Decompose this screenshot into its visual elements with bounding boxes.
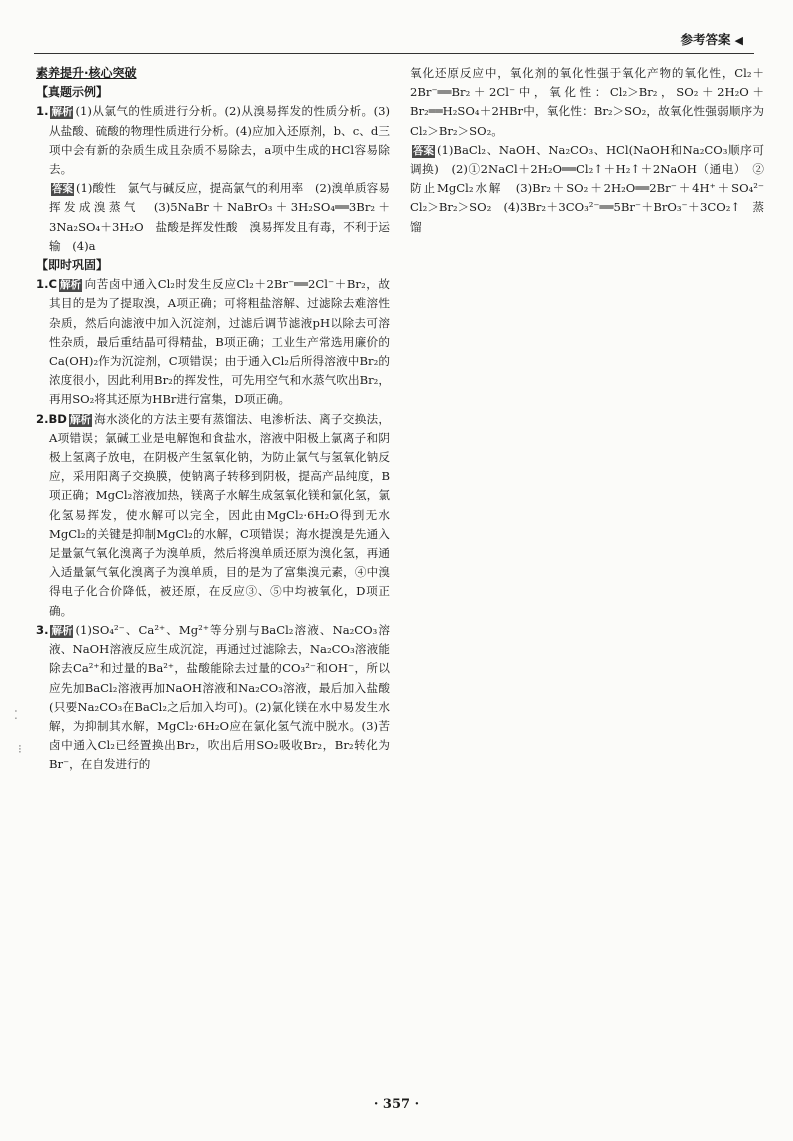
c1-explanation [36,275,390,409]
q1-number: 1. [36,104,49,119]
c3-answer-text: (1)BaCl₂、NaOH、Na₂CO₃、HCl(NaOH和Na₂CO₃顺序可调换) (2)①2NaCl＋2H₂O══Cl₂↑＋H₂↑＋2NaOH（通电） ②防止MgCl₂水解 (3)Br₂＋SO₂＋2H₂O══2Br⁻＋4H⁺＋SO₄²⁻ Cl₂＞Br₂＞SO₂ (4)3Br₂＋3CO₃²⁻══5Br⁻＋BrO₃⁻＋3CO₂↑ 蒸馏 [410,142,776,234]
analysis-tag: 解析 [59,279,81,292]
jishi-heading: 【即时巩固】 [36,258,109,273]
c3-answer [410,141,776,237]
c1-text: 向苦卤中通入Cl₂时发生反应Cl₂＋2Br⁻══2Cl⁻＋Br₂，故其目的是为了提取溴，A项正确；可将粗盐溶解、过滤除去难溶性杂质，然后向滤液中加入沉淀剂，过滤后调节滤液pH以除去可溶性杂质，最后重结晶可得精盐，B项正确；工业生产常选用廉价的Ca(OH)₂作为沉淀剂，C项错误；由于通入Cl₂后所得溶液中Br₂的浓度很小，因此利用Br₂的挥发性，可先用空气和水蒸气吹出Br₂，再用SO₂将其还原为HBr进行富集，D项正确。 [49,277,390,407]
q1-explanation [36,102,390,179]
page-header [681,30,743,50]
page-number: · 357 · [373,1097,420,1112]
answer-tag: 答案 [413,144,434,157]
q1-answer-text: (1)酸性 氯气与碱反应，提高氯气的利用率 (2)溴单质容易挥发成溴蒸气 (3)5NaBr＋NaBrO₃＋3H₂SO₄══3Br₂＋3Na₂SO₄＋3H₂O 盐酸是挥发性酸 溴易挥发且有毒，不利于运输 (4)a [49,181,390,253]
c3-number: 3. [36,622,49,637]
header-title: 参考答案 [680,32,731,47]
analysis-tag: 解析 [69,413,91,426]
q1-text: (1)从氯气的性质进行分析。(2)从溴易挥发的性质分析。(3)从盐酸、硫酸的物理性质进行分析。(4)应加入还原剂，b、c、d三项中会有新的杂质生成且杂质不易除去，a项中生成的HCl容易除去。 [49,104,390,177]
c3-continued-text: 氧化还原反应中，氧化剂的氧化性强于氧化产物的氧化性，Cl₂＋2Br⁻══Br₂＋2Cl⁻中，氧化性：Cl₂＞Br₂，SO₂＋2H₂O＋Br₂══H₂SO₄＋2HBr中，氧化性：Br₂＞SO₂，故氧化性强弱顺序为Cl₂＞Br₂＞SO₂。 [410,66,764,138]
c3-explanation [36,621,390,775]
c2-number: 2.BD [36,411,67,426]
left-column [36,64,390,775]
right-column [410,64,776,237]
analysis-tag: 解析 [51,106,73,119]
c1-number: 1.C [36,277,57,292]
section-title: 素养提升·核心突破 [36,66,137,80]
margin-mark: ⁚ [14,708,18,722]
c3-text: (1)SO₄²⁻、Ca²⁺、Mg²⁺等分别与BaCl₂溶液、Na₂CO₃溶液、NaOH溶液反应生成沉淀，再通过过滤除去，Na₂CO₃溶液能除去Ca²⁺和过量的Ba²⁺，盐酸能除去过量的CO₃²⁻和OH⁻，所以应先加BaCl₂溶液再加NaOH溶液和Na₂CO₃溶液，最后加入盐酸(只要Na₂CO₃在BaCl₂之后加入均可)。(2)氯化镁在水中易发生水解，为抑制其水解，MgCl₂·6H₂O应在氯化氢气流中脱水。(3)苦卤中通入Cl₂已经置换出Br₂，吹出后用SO₂吸收Br₂，Br₂转化为Br⁻，在自发进行的 [49,622,390,772]
margin-mark: ⁝ [18,742,22,756]
header-rule [34,53,754,54]
q1-answer [36,179,390,256]
zhenti-heading: 【真题示例】 [36,85,109,100]
c2-text: 海水淡化的方法主要有蒸馏法、电渗析法、离子交换法，A项错误；氯碱工业是电解饱和食盐水，溶液中阳极上氯离子和阴极上氢离子放电，在阴极产生氢氧化钠，为防止氯气与氢氧化钠反应，采用阳离子交换膜，使钠离子转移到阴极，提高产品纯度，B项正确；MgCl₂溶液加热，镁离子水解生成氢氧化镁和氯化氢，氯化氢易挥发，使水解可以完全，因此由MgCl₂·6H₂O得到无水MgCl₂的关键是抑制MgCl₂的水解，C项错误；海水提溴是先通入足量氯气氧化溴离子为溴单质，然后将溴单质还原为溴化氢，再通入适量氯气氧化溴离子为溴单质，目的是为了富集溴元素，④中溴得电子化合价降低，被还原，在反应③、⑤中均被氧化，D项正确。 [49,411,390,618]
analysis-tag: 解析 [51,624,73,637]
answer-tag: 答案 [52,183,73,196]
c2-explanation [36,410,390,621]
triangle-left-icon: ◀ [734,34,743,47]
